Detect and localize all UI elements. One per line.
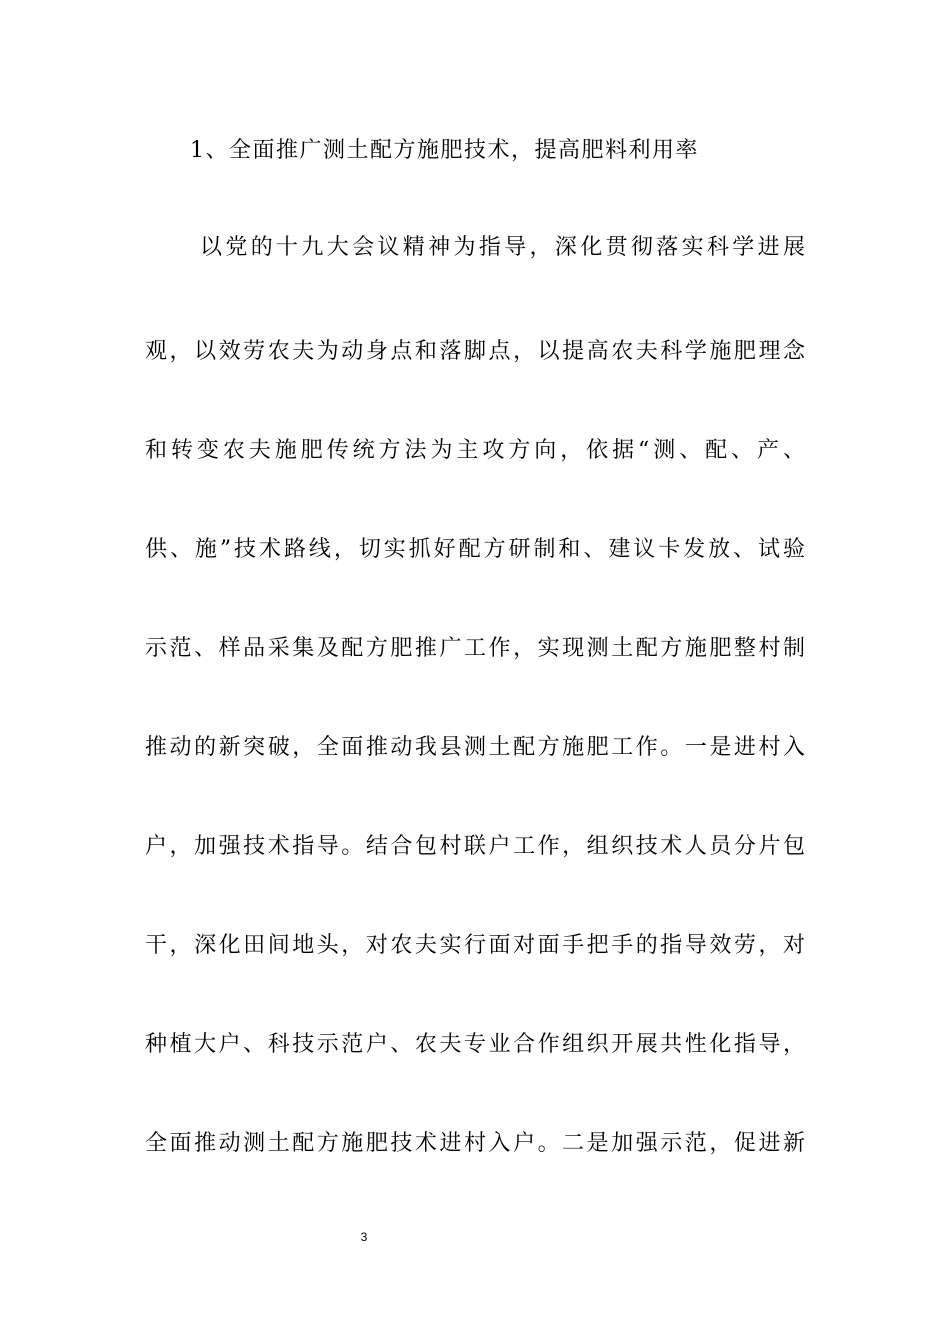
- paragraph-line: 供、施”技术路线，切实抓好配方研制和、建议卡发放、试验: [145, 537, 805, 562]
- page-number: 3: [360, 1230, 368, 1244]
- paragraph-line: 以党的十九大会议精神为指导，深化贯彻落实科学进展: [200, 235, 805, 260]
- section-heading: 1、全面推广测土配方施肥技术，提高肥料利用率: [190, 138, 699, 163]
- paragraph-line: 干，深化田间地头，对农夫实行面对面手把手的指导效劳，对: [145, 933, 805, 958]
- paragraph-line: 全面推动测土配方施肥技术进村入户。二是加强示范，促进新: [145, 1131, 805, 1156]
- paragraph-line: 示范、样品采集及配方肥推广工作，实现测土配方施肥整村制: [145, 636, 805, 661]
- paragraph-line: 种植大户、科技示范户、农夫专业合作组织开展共性化指导，: [145, 1032, 805, 1057]
- paragraph-line: 户，加强技术指导。结合包村联户工作，组织技术人员分片包: [145, 834, 805, 859]
- paragraph-line: 和转变农夫施肥传统方法为主攻方向，依据“测、配、产、: [145, 438, 805, 463]
- paragraph-line: 推动的新突破，全面推动我县测土配方施肥工作。一是进村入: [145, 735, 805, 760]
- paragraph-line: 观，以效劳农夫为动身点和落脚点，以提高农夫科学施肥理念: [145, 339, 805, 364]
